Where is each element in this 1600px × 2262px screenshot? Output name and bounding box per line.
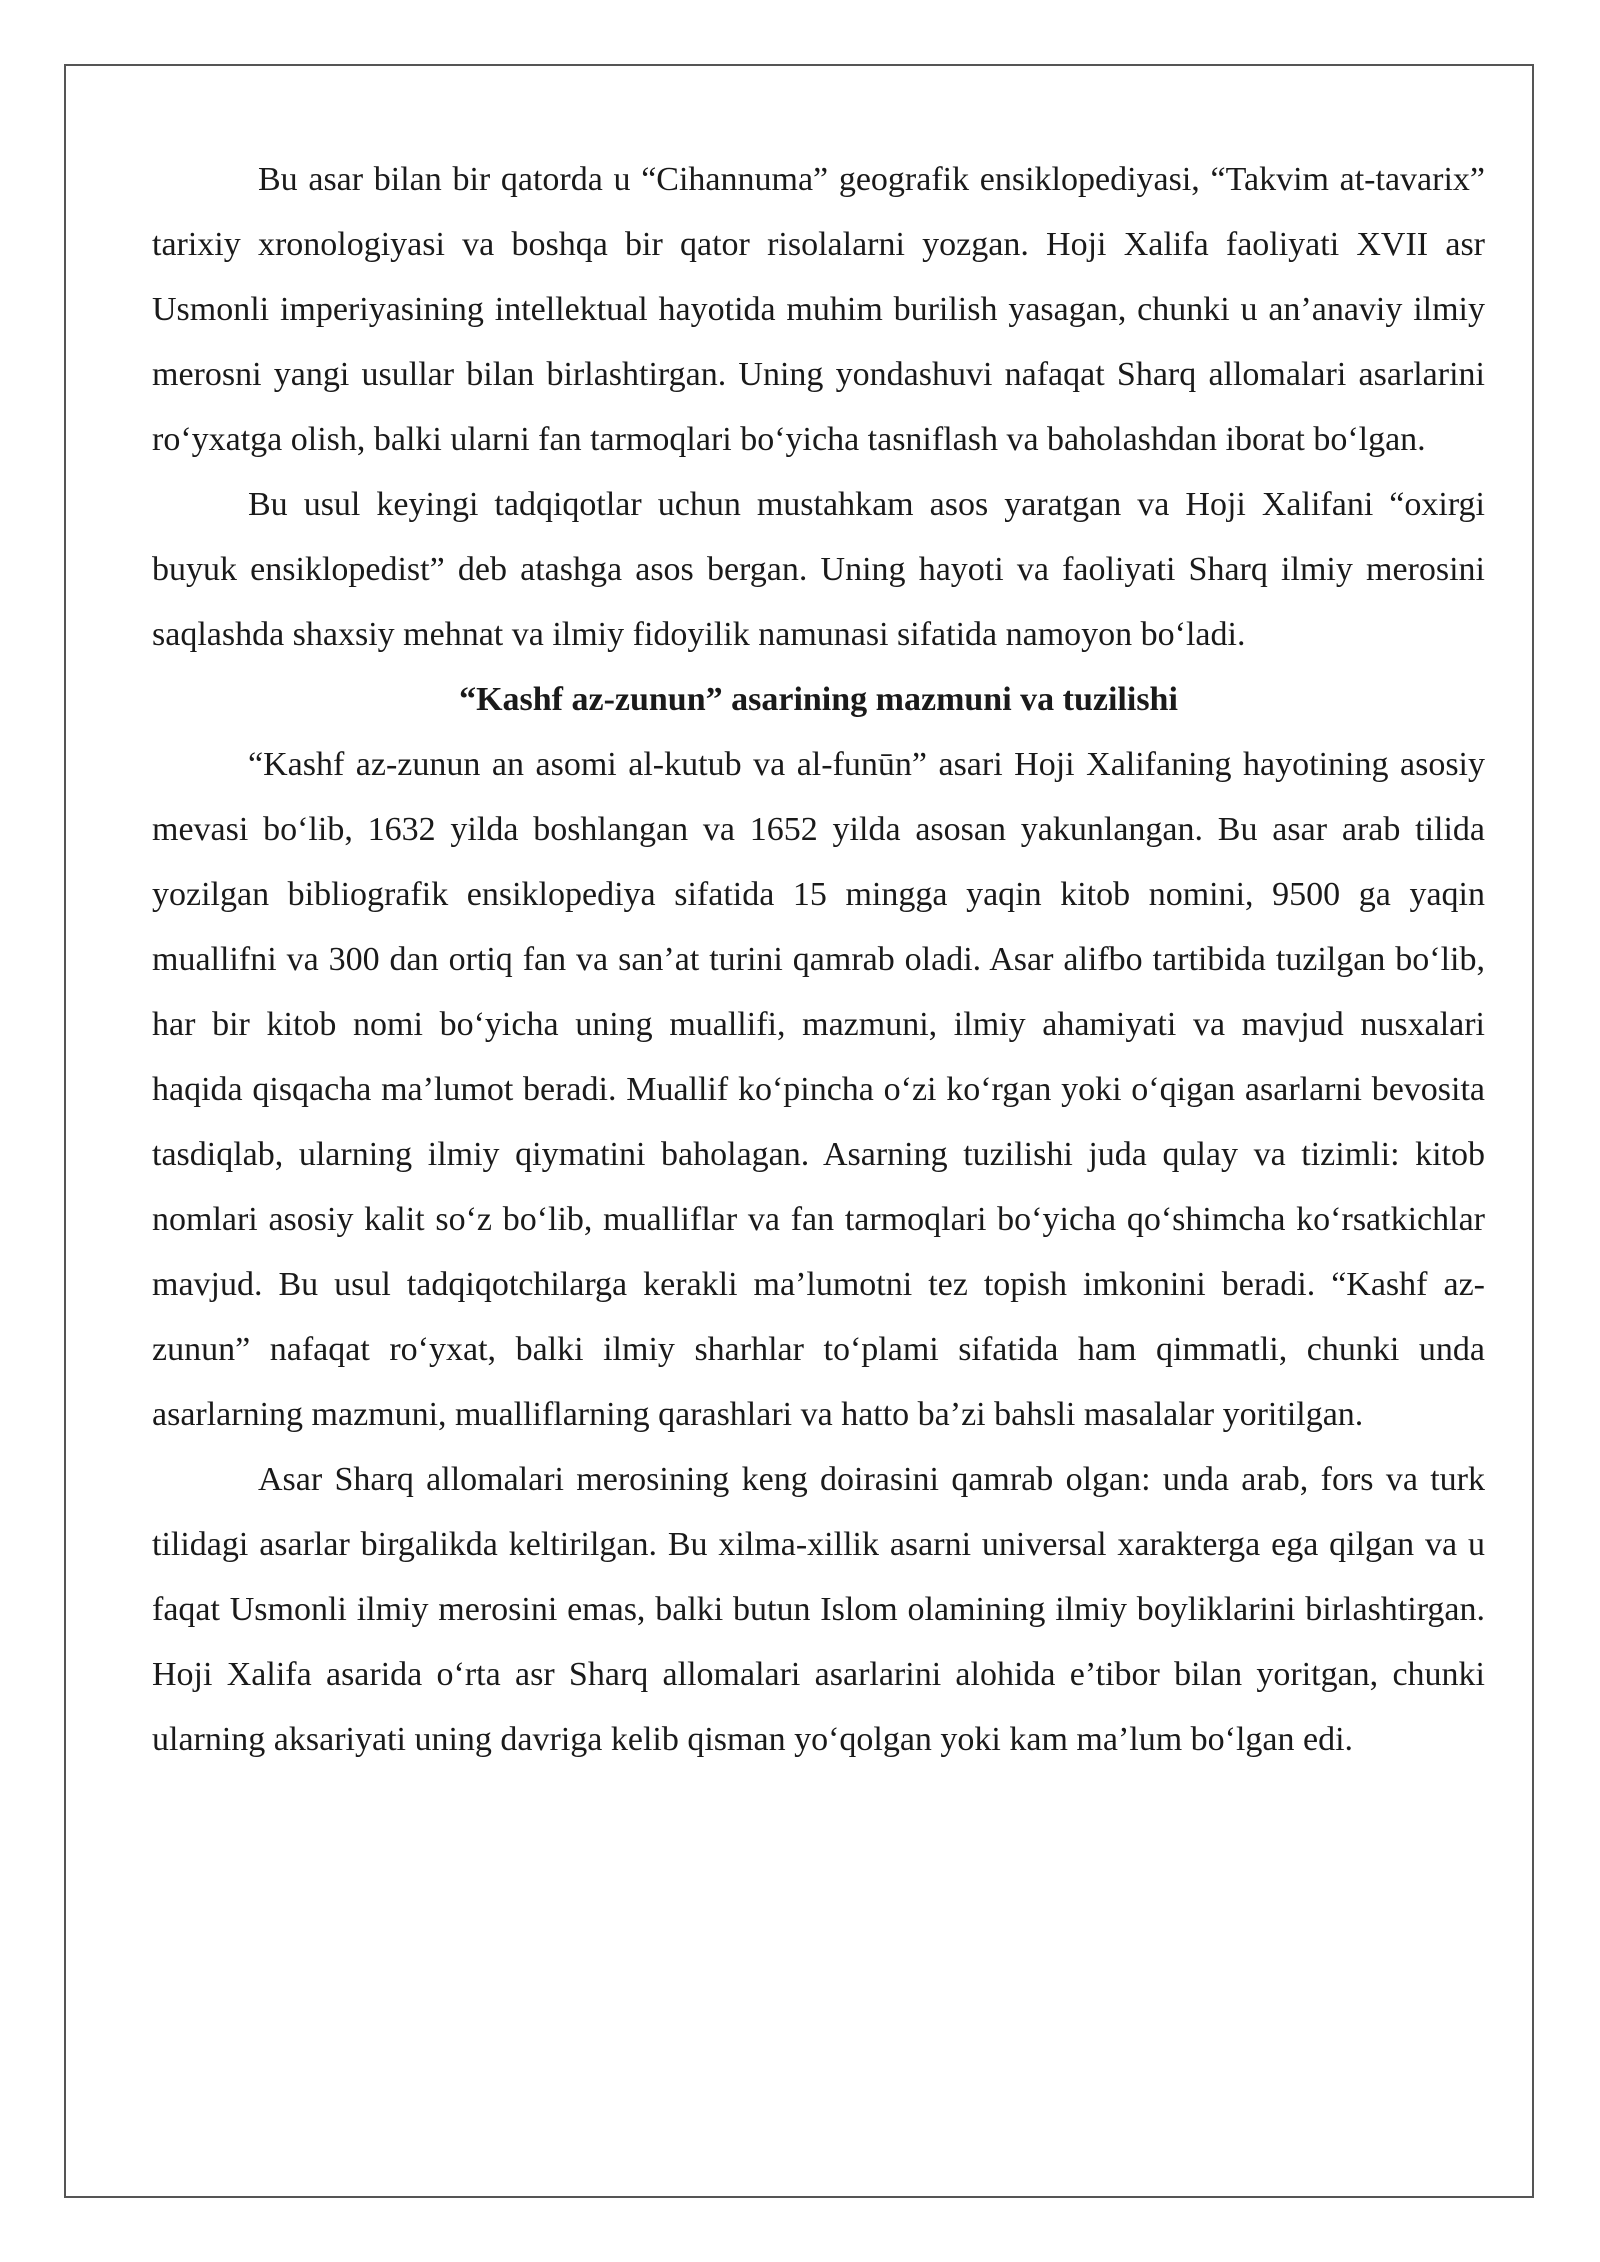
paragraph: Bu usul keyingi tadqiqotlar uchun mustahkam asos yaratgan va Hoji Xalifani “oxirgi buyuk ensiklopedist” deb atashga asos bergan. Uning hayoti va faoliyati Sharq ilmiy merosini saqlashda shaxsiy mehnat va ilmiy fidoyilik namunasi sifatida namoyon bo‘ladi.: [152, 486, 1485, 653]
paragraph: Asar Sharq allomalari merosining keng doirasini qamrab olgan: unda arab, fors va turk tilidagi asarlar birgalikda keltirilgan. Bu xilma-xillik asarni universal xarakterga ega qilgan va u faqat Usmonli ilmiy merosini emas, balki butun Islom olamining ilmiy boyliklarini birlashtirgan. Hoji Xalifa asarida o‘rta asr Sharq allomalari asarlarini alohida e’tibor bilan yoritgan, chunki ularning aksariyati uning davriga kelib qisman yo‘qolgan yoki kam ma’lum bo‘lgan edi.: [152, 1461, 1485, 1758]
paragraph: Bu asar bilan bir qatorda u “Cihannuma” geografik ensiklopediyasi, “Takvim at-tavarix” tarixiy xronologiyasi va boshqa bir qator risolalarni yozgan. Hoji Xalifa faoliyati XVII asr Usmonli imperiyasining intellektual hayotida muhim burilish yasagan, chunki u an’anaviy ilmiy merosni yangi usullar bilan birlashtirgan. Uning yondashuvi nafaqat Sharq allomalari asarlarini ro‘yxatga olish, balki ularni fan tarmoqlari bo‘yicha tasniflash va baholashdan iborat bo‘lgan.: [152, 161, 1485, 458]
paragraph: “Kashf az-zunun an asomi al-kutub va al-funūn” asari Hoji Xalifaning hayotining asosiy mevasi bo‘lib, 1632 yilda boshlangan va 1652 yilda asosan yakunlangan. Bu asar arab tilida yozilgan bibliografik ensiklopediya sifatida 15 mingga yaqin kitob nomini, 9500 ga yaqin muallifni va 300 dan ortiq fan va san’at turini qamrab oladi. Asar alifbo tartibida tuzilgan bo‘lib, har bir kitob nomi bo‘yicha uning muallifi, mazmuni, ilmiy ahamiyati va mavjud nusxalari haqida qisqacha ma’lumot beradi. Muallif ko‘pincha o‘zi ko‘rgan yoki o‘qigan asarlarni bevosita tasdiqlab, ularning ilmiy qiymatini baholagan. Asarning tuzilishi juda qulay va tizimli: kitob nomlari asosiy kalit so‘z bo‘lib, mualliflar va fan tarmoqlari bo‘yicha qo‘shimcha ko‘rsatkichlar mavjud. Bu usul tadqiqotchilarga kerakli ma’lumotni tez topish imkonini beradi. “Kashf az-zunun” nafaqat ro‘yxat, balki ilmiy sharhlar to‘plami sifatida ham qimmatli, chunki unda asarlarning mazmuni, mualliflarning qarashlari va hatto ba’zi bahsli masalalar yoritilgan.: [152, 746, 1485, 1433]
section-heading: “Kashf az-zunun” asarining mazmuni va tuzilishi: [459, 681, 1178, 718]
document-body: [152, 147, 1485, 1772]
